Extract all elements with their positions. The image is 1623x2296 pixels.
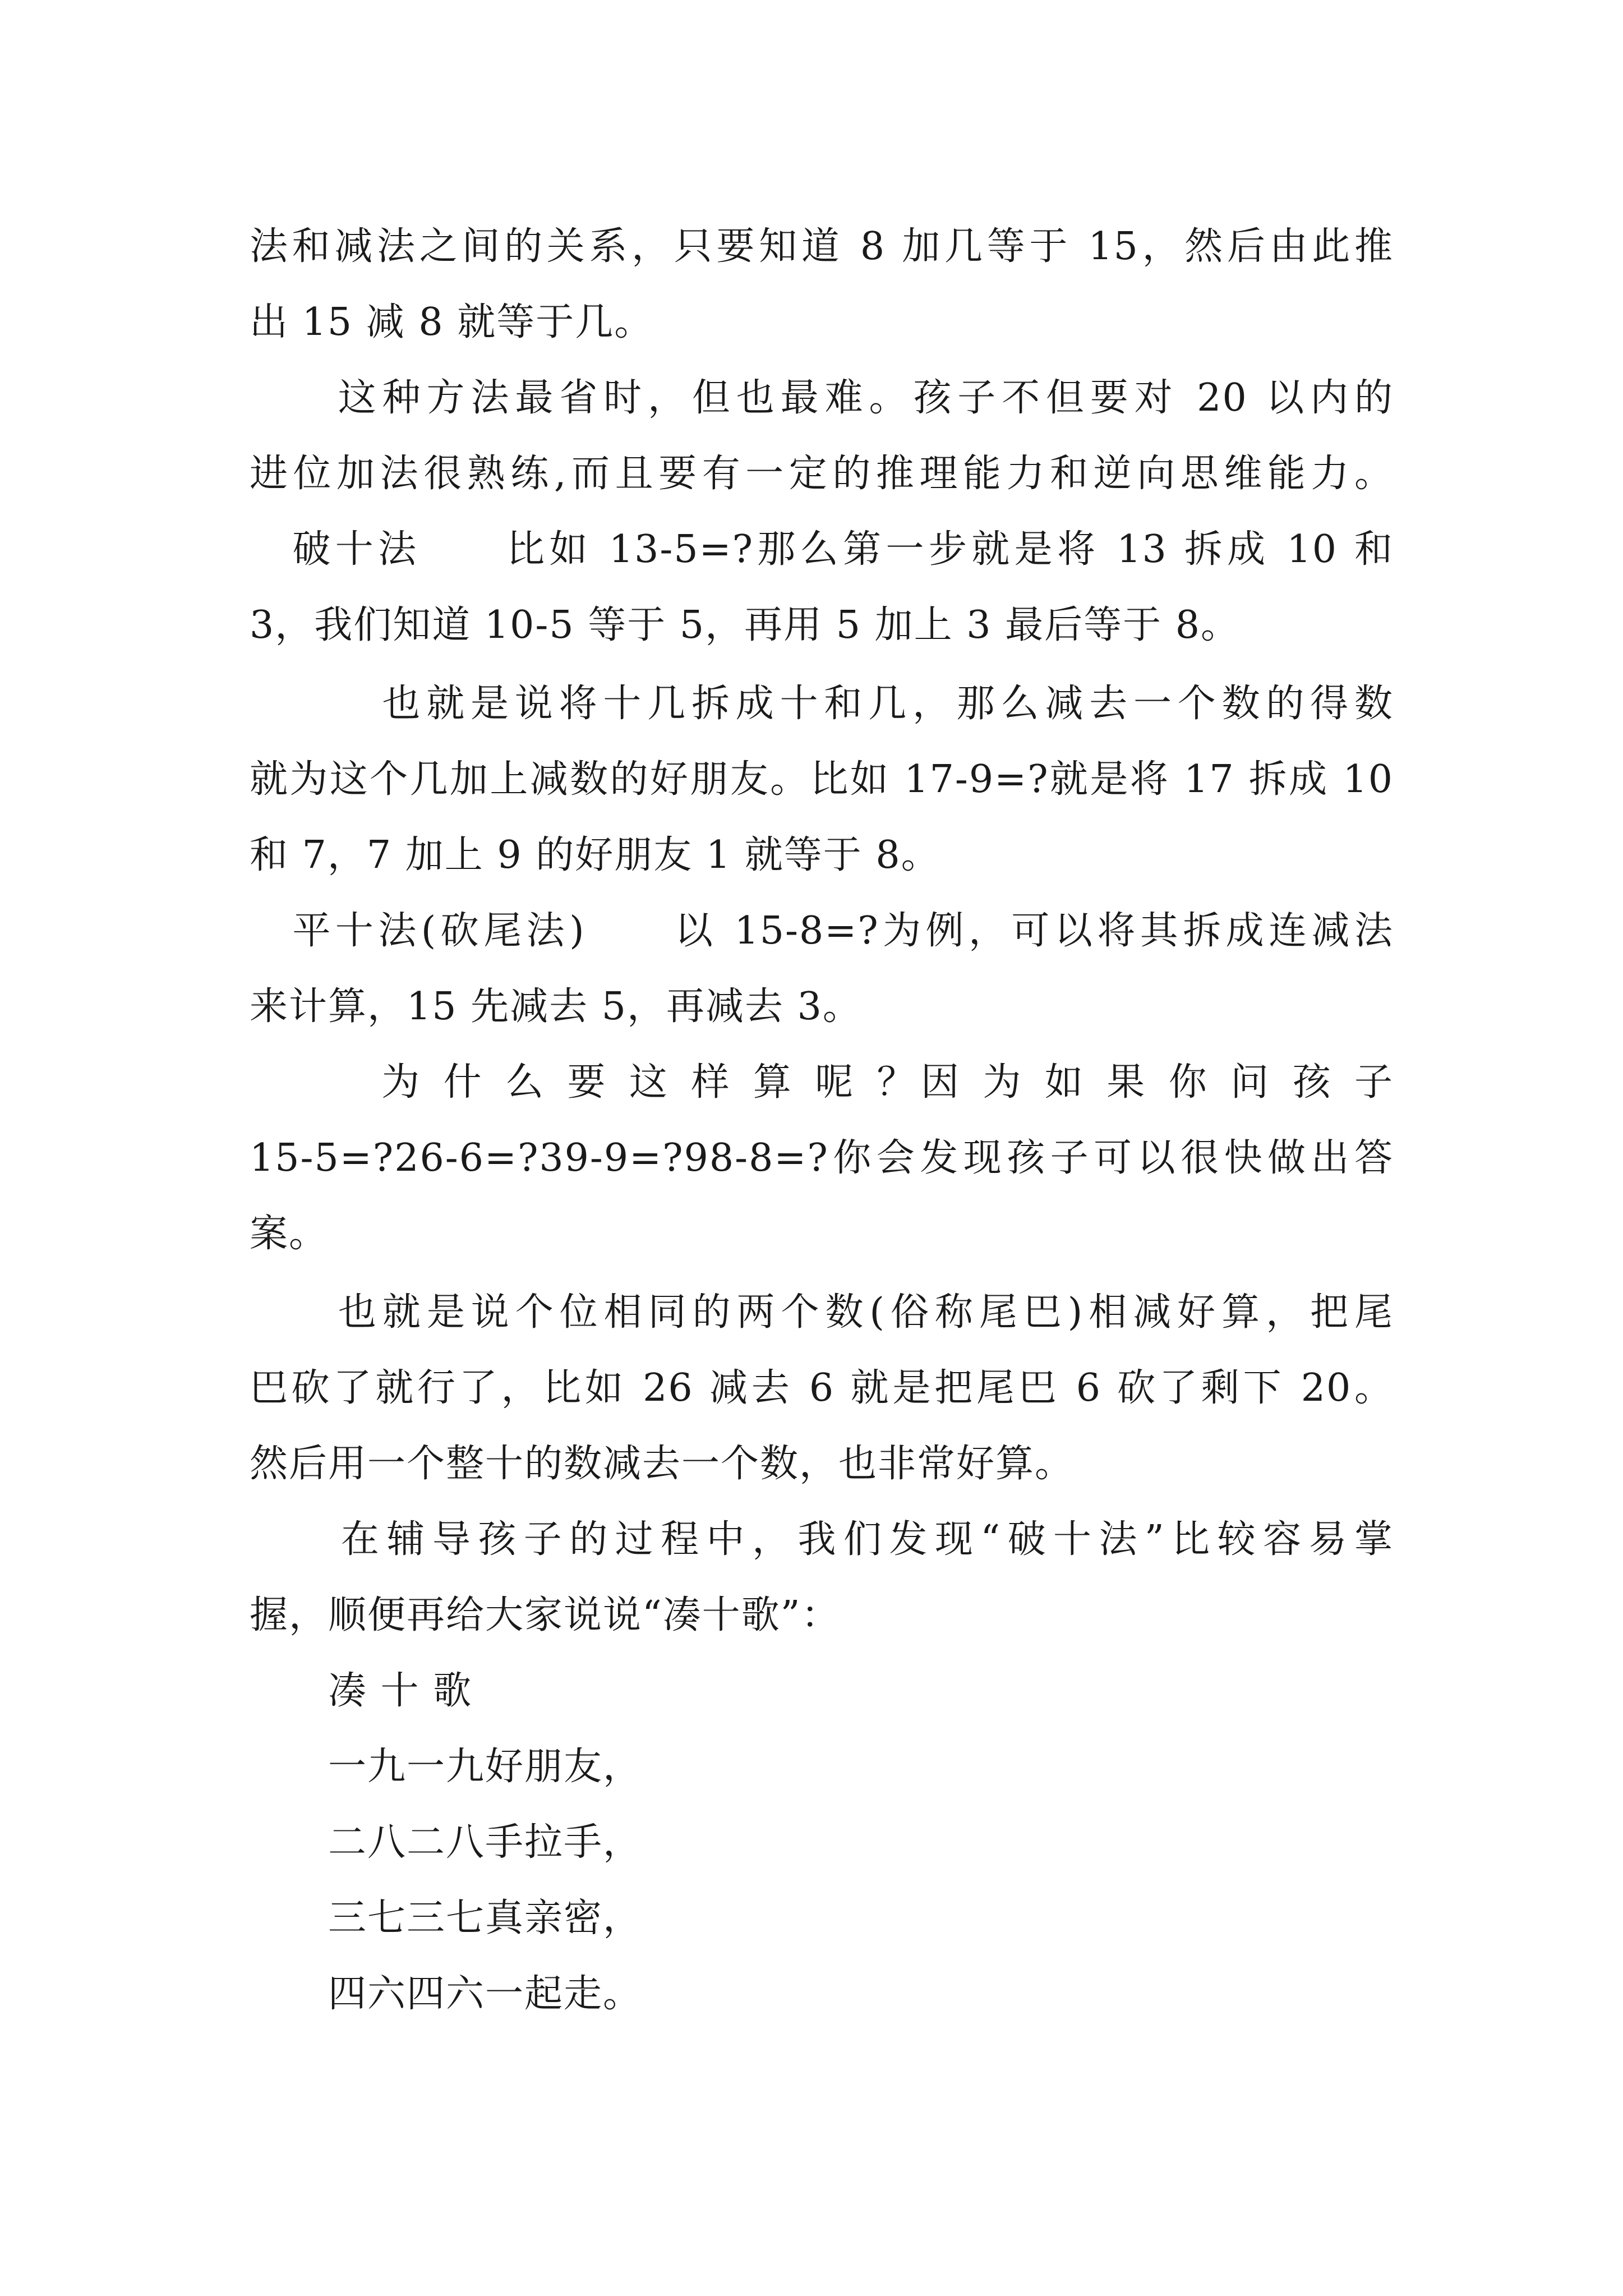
text-line-12: 为 什 么 要 这 样 算 呢 ？因 为 如 果 你 问 孩 子 (250, 1060, 1394, 1105)
text-line-17: 然后用一个整十的数减去一个数，也非常好算。 (250, 1442, 1075, 1486)
text-line-14: 案。 (250, 1212, 329, 1256)
text-line-16: 巴砍了就行了，比如 26 减去 6 就是把尾巴 6 砍了剩下 20。 (250, 1366, 1394, 1410)
poem-line-3: 三七三七真亲密， (250, 1896, 643, 1940)
text-line-4: 进位加法很熟练,而且要有一定的推理能力和逆向思维能力。 (250, 452, 1394, 496)
text-line-11: 来计算，15 先减去 5，再减去 3。 (250, 984, 862, 1029)
text-line-8: 就为这个几加上减数的好朋友。比如 17-9=?就是将 17 拆成 10 (250, 757, 1394, 802)
poem-line-2: 二八二八手拉手， (250, 1820, 643, 1865)
text-line-18: 在辅导孩子的过程中，我们发现“破十法”比较容易掌 (250, 1517, 1394, 1562)
text-line-1: 法和减法之间的关系，只要知道 8 加几等于 15，然后由此推 (250, 224, 1394, 269)
text-line-10: 平十法(砍尾法) 以 15-8=?为例，可以将其拆成连减法 (250, 909, 1394, 953)
text-line-5: 破十法 比如 13-5=?那么第一步就是将 13 拆成 10 和 (250, 527, 1394, 572)
text-line-7: 也就是说将十几拆成十和几，那么减去一个数的得数 (250, 682, 1394, 726)
poem-line-1: 一九一九好朋友， (250, 1745, 643, 1789)
text-line-15: 也就是说个位相同的两个数(俗称尾巴)相减好算，把尾 (250, 1290, 1394, 1335)
poem-line-4: 四六四六一起走。 (250, 1972, 643, 2016)
poem-title: 凑 十 歌 (250, 1669, 473, 1713)
text-line-13: 15-5=?26-6=?39-9=?98-8=?你会发现孩子可以很快做出答 (250, 1136, 1394, 1180)
text-line-2: 出 15 减 8 就等于几。 (250, 300, 654, 344)
text-line-3: 这种方法最省时，但也最难。孩子不但要对 20 以内的 (250, 376, 1394, 420)
text-line-6: 3，我们知道 10-5 等于 5，再用 5 加上 3 最后等于 8。 (250, 603, 1241, 647)
text-line-19: 握，顺便再给大家说说“凑十歌”： (250, 1593, 841, 1637)
text-line-9: 和 7，7 加上 9 的好朋友 1 就等于 8。 (250, 833, 940, 877)
